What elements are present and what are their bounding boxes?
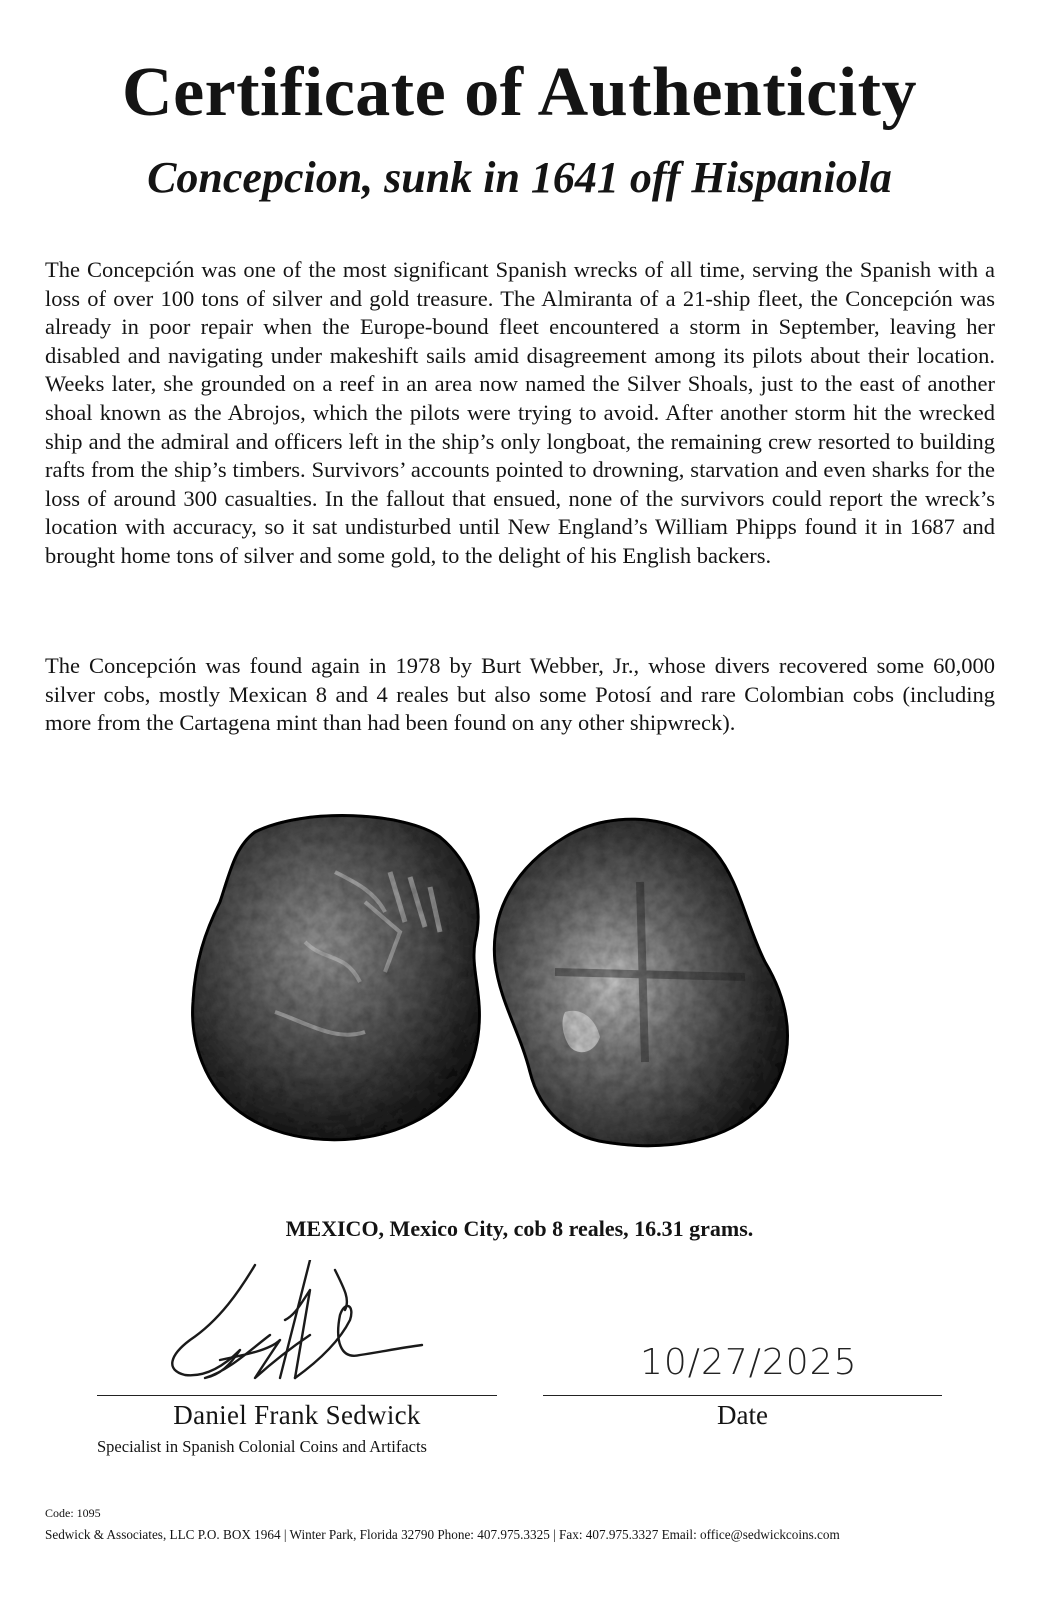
coin-obverse bbox=[193, 816, 480, 1140]
history-paragraph-2: The Concepción was found again in 1978 by Burt Webber, Jr., whose divers recovered some 60,000 silver cobs, mostly Mexican 8 and 4 reales but also some Potosí and rare Colombian cobs (including more from the Cartagena mint than had been found on any other shipwreck). bbox=[45, 653, 995, 736]
coin-images bbox=[185, 812, 815, 1152]
signature-image bbox=[160, 1260, 430, 1385]
history-paragraph-1: The Concepción was one of the most significant Spanish wrecks of all time, serving the Spanish with a loss of over 100 tons of silver and gold treasure. The Almiranta of a 21-ship fleet, the Concepción was already in poor repair when the Europe-bound fleet encountered a storm in September, leaving her disabled and navigating under makeshift sails amid disagreement among its pilots about their location. Weeks later, she grounded on a reef in an area now named the Silver Shoals, just to the east of another shoal known as the Abrojos, which the pilots were trying to avoid. After another storm hit the wrecked ship and the admiral and officers left in the ship’s only longboat, the remaining crew resorted to building rafts from the ship’s timbers. Survivors’ accounts pointed to drowning, starvation and even sharks for the loss of around 300 casualties. In the fallout that ensued, none of the survivors could report the wreck’s location with accuracy, so it sat undisturbed until New England’s William Phipps found it in 1687 and brought home tons of silver and some gold, to the delight of his English backers. bbox=[45, 257, 995, 568]
signature-line bbox=[97, 1395, 497, 1396]
date-label: Date bbox=[717, 1400, 768, 1430]
signer-name: Daniel Frank Sedwick bbox=[173, 1400, 421, 1430]
date-line bbox=[543, 1395, 942, 1396]
signer-title: Specialist in Spanish Colonial Coins and Artifacts bbox=[97, 1437, 427, 1456]
company-contact: Sedwick & Associates, LLC P.O. BOX 1964 | Winter Park, Florida 32790 Phone: 407.975.3325 | Fax: 407.975.3327 Email: office@sedwickcoins.com bbox=[45, 1527, 840, 1542]
certificate-title: Certificate of Authenticity bbox=[122, 54, 917, 131]
certificate-code: Code: 1095 bbox=[45, 1506, 101, 1520]
certificate-subtitle: Concepcion, sunk in 1641 off Hispaniola bbox=[147, 153, 892, 202]
certificate-date: 10/27/2025 bbox=[640, 1342, 858, 1383]
coin-description: MEXICO, Mexico City, cob 8 reales, 16.31 grams. bbox=[285, 1216, 754, 1241]
coin-reverse bbox=[494, 819, 787, 1145]
